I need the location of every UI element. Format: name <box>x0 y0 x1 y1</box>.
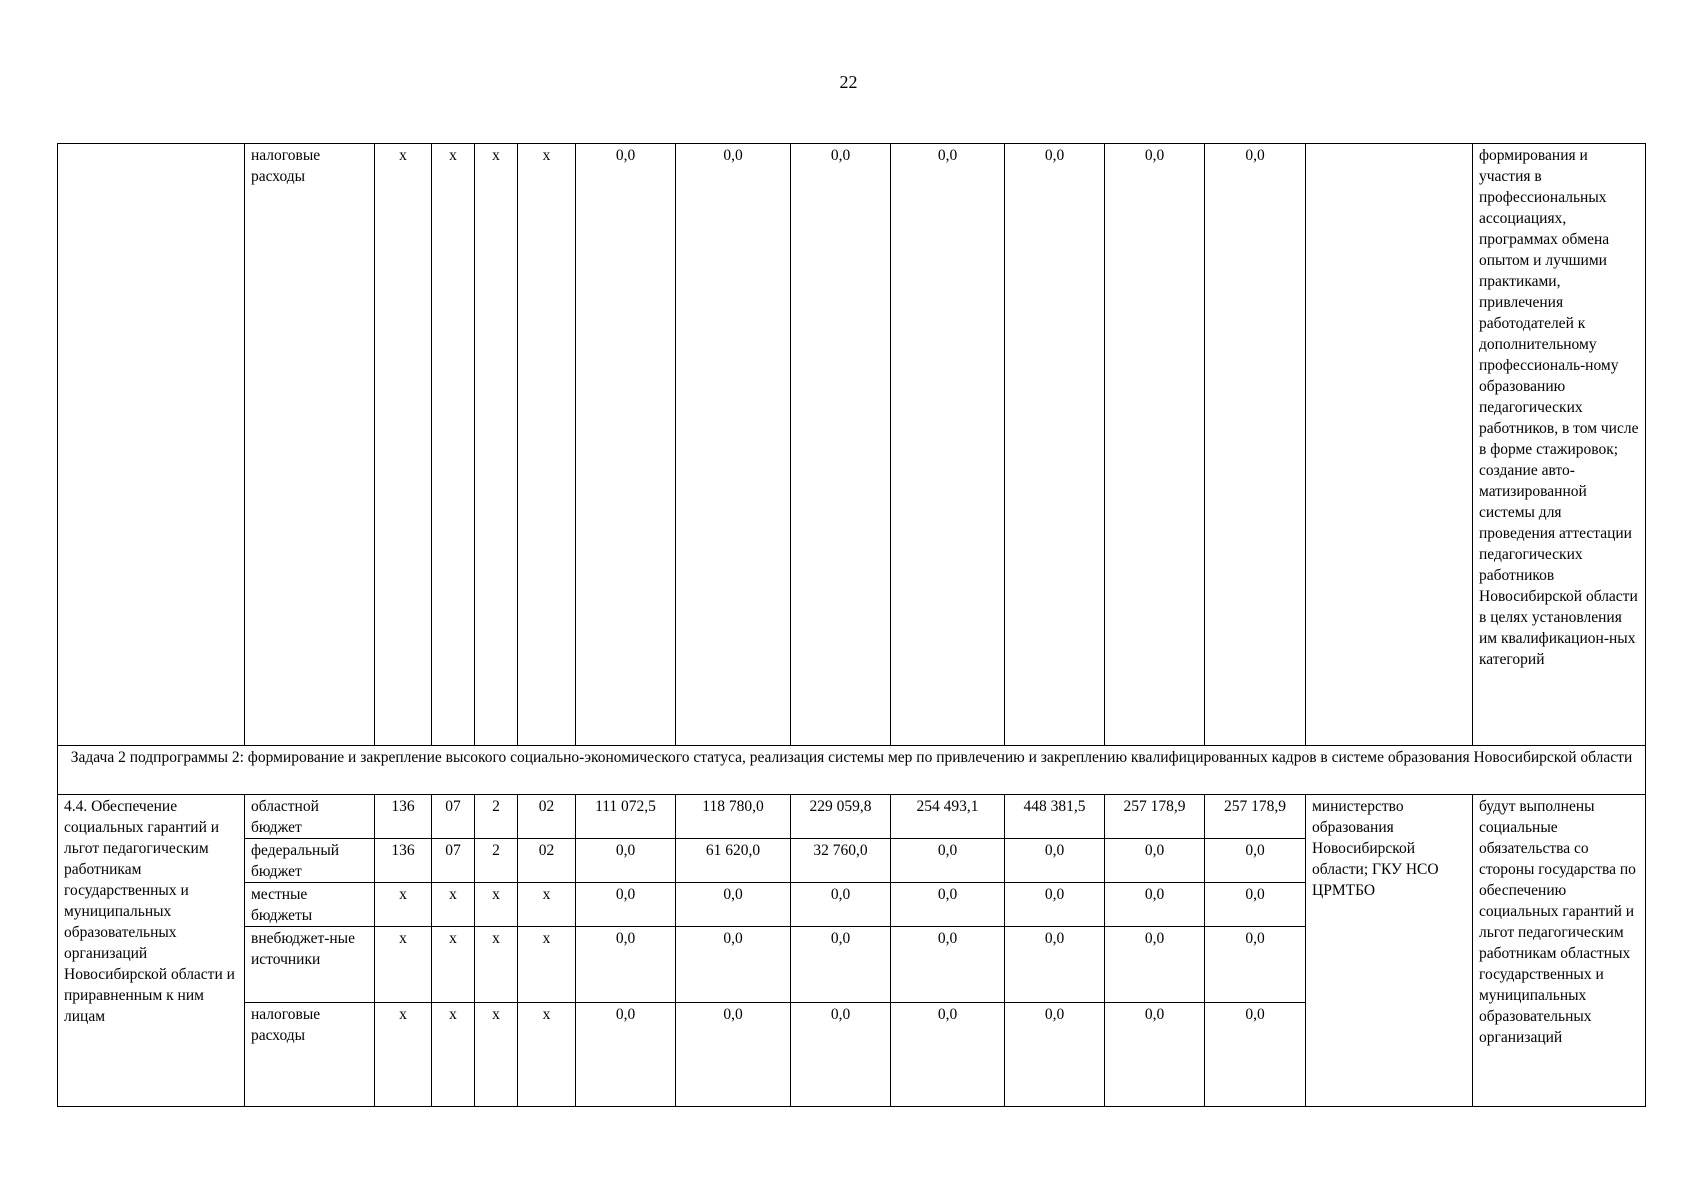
value-cell: 0,0 <box>576 927 676 1003</box>
task-heading: Задача 2 подпрограммы 2: формирование и закрепление высокого социально-экономического статуса, реализация системы мер по привлечению и закреплению квалифицированных кадров в системе образования Новосибирской области <box>58 746 1646 795</box>
value-cell: 0,0 <box>576 1003 676 1107</box>
value-cell: 0,0 <box>891 883 1005 927</box>
value-cell: 257 178,9 <box>1205 795 1306 839</box>
code-cell: х <box>518 144 576 746</box>
empty-cell <box>1306 144 1473 746</box>
value-cell: 0,0 <box>791 927 891 1003</box>
code-cell: х <box>432 927 475 1003</box>
code-cell: х <box>432 1003 475 1107</box>
table-row <box>58 144 1646 746</box>
code-cell: х <box>432 144 475 746</box>
value-cell: 0,0 <box>1105 839 1205 883</box>
value-cell: 0,0 <box>1005 1003 1105 1107</box>
source-cell: налоговые расходы <box>245 1003 375 1107</box>
code-cell: 2 <box>475 795 518 839</box>
value-cell: 111 072,5 <box>576 795 676 839</box>
value-cell: 0,0 <box>676 883 791 927</box>
value-cell: 0,0 <box>576 883 676 927</box>
value-cell: 0,0 <box>1205 927 1306 1003</box>
value-cell: 0,0 <box>1005 883 1105 927</box>
value-cell: 0,0 <box>1205 1003 1306 1107</box>
code-cell: х <box>375 883 432 927</box>
value-cell: 0,0 <box>791 1003 891 1107</box>
table-row <box>58 795 1646 839</box>
value-cell: 0,0 <box>1105 1003 1205 1107</box>
value-cell: 0,0 <box>676 927 791 1003</box>
value-cell: 0,0 <box>1105 927 1205 1003</box>
code-cell: 07 <box>432 839 475 883</box>
value-cell: 0,0 <box>1105 144 1205 746</box>
code-cell: х <box>375 927 432 1003</box>
code-cell: х <box>375 144 432 746</box>
code-cell: х <box>518 883 576 927</box>
source-cell: внебюджет-ные источники <box>245 927 375 1003</box>
measure-name: 4.4. Обеспечение социальных гарантий и льгот педагогическим работникам государственных и муниципальных образовательных организаций Новосибирской области и приравненным к ним лицам <box>58 795 245 1107</box>
value-cell: 0,0 <box>676 1003 791 1107</box>
task-row <box>58 746 1646 795</box>
value-cell: 0,0 <box>1205 144 1306 746</box>
code-cell: х <box>518 1003 576 1107</box>
code-cell: 07 <box>432 795 475 839</box>
code-cell: 136 <box>375 839 432 883</box>
value-cell: 0,0 <box>1105 883 1205 927</box>
value-cell: 229 059,8 <box>791 795 891 839</box>
value-cell: 0,0 <box>1005 144 1105 746</box>
code-cell: 02 <box>518 795 576 839</box>
source-cell: федеральный бюджет <box>245 839 375 883</box>
code-cell: х <box>475 1003 518 1107</box>
page-number: 22 <box>839 72 858 92</box>
value-cell: 0,0 <box>791 883 891 927</box>
code-cell: 2 <box>475 839 518 883</box>
value-cell: 257 178,9 <box>1105 795 1205 839</box>
code-cell: х <box>475 883 518 927</box>
code-cell: х <box>375 1003 432 1107</box>
value-cell: 254 493,1 <box>891 795 1005 839</box>
value-cell: 0,0 <box>891 1003 1005 1107</box>
code-cell: х <box>432 883 475 927</box>
value-cell: 0,0 <box>576 839 676 883</box>
value-cell: 0,0 <box>891 927 1005 1003</box>
code-cell: х <box>518 927 576 1003</box>
source-cell: областной бюджет <box>245 795 375 839</box>
value-cell: 0,0 <box>791 144 891 746</box>
code-cell: 136 <box>375 795 432 839</box>
value-cell: 61 620,0 <box>676 839 791 883</box>
result-cell: будут выполнены социальные обязательства со стороны государства по обеспечению социальных гарантий и льгот педагогическим работникам областных государственных и муниципальных образовательных организаций <box>1473 795 1646 1107</box>
value-cell: 0,0 <box>891 839 1005 883</box>
value-cell: 32 760,0 <box>791 839 891 883</box>
value-cell: 118 780,0 <box>676 795 791 839</box>
value-cell: 0,0 <box>1205 883 1306 927</box>
responsible-cell: министерство образования Новосибирской области; ГКУ НСО ЦРМТБО <box>1306 795 1473 1107</box>
empty-cell <box>58 144 245 746</box>
code-cell: х <box>475 927 518 1003</box>
value-cell: 0,0 <box>1005 839 1105 883</box>
code-cell: 02 <box>518 839 576 883</box>
value-cell: 0,0 <box>1205 839 1306 883</box>
source-cell: налоговые расходы <box>245 144 375 746</box>
result-cell: формирования и участия в профессиональных ассоциациях, программах обмена опытом и лучшими практиками, привлечения работодателей к дополнительному профессиональ-ному образованию педагогических работников, в том числе в форме стажировок; создание авто-матизированной системы для проведения аттестации педагогических работников Новосибирской области в целях установления им квалификацион-ных категорий <box>1473 144 1646 746</box>
value-cell: 0,0 <box>891 144 1005 746</box>
budget-table <box>57 143 1646 1107</box>
code-cell: х <box>475 144 518 746</box>
source-cell: местные бюджеты <box>245 883 375 927</box>
value-cell: 0,0 <box>676 144 791 746</box>
value-cell: 0,0 <box>576 144 676 746</box>
value-cell: 0,0 <box>1005 927 1105 1003</box>
value-cell: 448 381,5 <box>1005 795 1105 839</box>
